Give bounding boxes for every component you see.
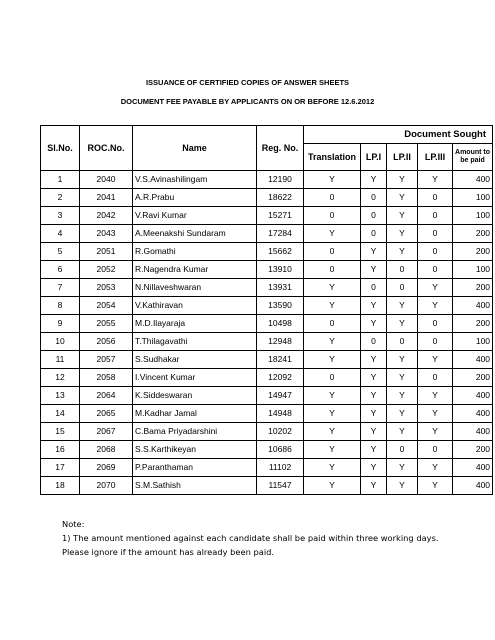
cell-amount: 400 bbox=[453, 351, 493, 369]
table-row bbox=[41, 261, 493, 279]
cell-lp2: Y bbox=[387, 225, 418, 243]
cell-lp1: Y bbox=[361, 387, 387, 405]
cell-lp3: 0 bbox=[418, 261, 453, 279]
cell-translation: 0 bbox=[304, 243, 361, 261]
cell-lp2: Y bbox=[387, 189, 418, 207]
cell-reg-no: 10202 bbox=[257, 423, 304, 441]
cell-lp3: 0 bbox=[418, 333, 453, 351]
cell-reg-no: 11102 bbox=[257, 459, 304, 477]
cell-translation: Y bbox=[304, 441, 361, 459]
cell-lp3: 0 bbox=[418, 243, 453, 261]
cell-name: S.Sudhakar bbox=[133, 351, 257, 369]
cell-roc-no: 2070 bbox=[80, 477, 133, 495]
cell-translation: 0 bbox=[304, 189, 361, 207]
cell-lp3: 0 bbox=[418, 207, 453, 225]
cell-lp2: Y bbox=[387, 477, 418, 495]
cell-lp3: 0 bbox=[418, 189, 453, 207]
cell-roc-no: 2068 bbox=[80, 441, 133, 459]
table-row bbox=[41, 207, 493, 225]
cell-translation: Y bbox=[304, 459, 361, 477]
cell-reg-no: 18241 bbox=[257, 351, 304, 369]
cell-lp3: 0 bbox=[418, 315, 453, 333]
cell-roc-no: 2065 bbox=[80, 405, 133, 423]
cell-roc-no: 2058 bbox=[80, 369, 133, 387]
cell-roc-no: 2055 bbox=[80, 315, 133, 333]
note-heading: Note: bbox=[62, 519, 85, 529]
cell-amount: 400 bbox=[453, 405, 493, 423]
header-reg-no: Reg. No. bbox=[257, 126, 304, 171]
cell-slno: 1 bbox=[41, 171, 80, 189]
cell-lp2: Y bbox=[387, 315, 418, 333]
cell-reg-no: 14947 bbox=[257, 387, 304, 405]
document-subtitle: DOCUMENT FEE PAYABLE BY APPLICANTS ON OR BEFORE 12.6.2012 bbox=[120, 97, 375, 106]
table-row bbox=[41, 405, 493, 423]
cell-slno: 14 bbox=[41, 405, 80, 423]
cell-translation: Y bbox=[304, 225, 361, 243]
cell-name: M.D.Ilayaraja bbox=[133, 315, 257, 333]
cell-amount: 200 bbox=[453, 225, 493, 243]
cell-reg-no: 10686 bbox=[257, 441, 304, 459]
cell-slno: 9 bbox=[41, 315, 80, 333]
header-amount: Amount to be paid bbox=[453, 144, 493, 171]
cell-name: A.Meenakshi Sundaram bbox=[133, 225, 257, 243]
cell-reg-no: 15662 bbox=[257, 243, 304, 261]
cell-name: N.Nillaveshwaran bbox=[133, 279, 257, 297]
cell-lp3: 0 bbox=[418, 441, 453, 459]
cell-lp2: Y bbox=[387, 387, 418, 405]
cell-slno: 16 bbox=[41, 441, 80, 459]
cell-amount: 200 bbox=[453, 315, 493, 333]
cell-roc-no: 2054 bbox=[80, 297, 133, 315]
cell-slno: 2 bbox=[41, 189, 80, 207]
cell-lp2: Y bbox=[387, 171, 418, 189]
table-row bbox=[41, 459, 493, 477]
cell-lp3: 0 bbox=[418, 225, 453, 243]
cell-lp1: Y bbox=[361, 315, 387, 333]
cell-lp1: 0 bbox=[361, 189, 387, 207]
cell-slno: 8 bbox=[41, 297, 80, 315]
note-block bbox=[62, 517, 439, 559]
cell-lp1: Y bbox=[361, 297, 387, 315]
cell-name: S.S.Karthikeyan bbox=[133, 441, 257, 459]
cell-reg-no: 11547 bbox=[257, 477, 304, 495]
cell-name: I.Vincent Kumar bbox=[133, 369, 257, 387]
cell-name: K.Siddeswaran bbox=[133, 387, 257, 405]
header-document-sought: Document Sought bbox=[304, 126, 493, 144]
cell-lp1: Y bbox=[361, 243, 387, 261]
cell-translation: 0 bbox=[304, 315, 361, 333]
table-row bbox=[41, 387, 493, 405]
cell-lp1: Y bbox=[361, 441, 387, 459]
cell-lp2: 0 bbox=[387, 333, 418, 351]
cell-amount: 100 bbox=[453, 333, 493, 351]
cell-name: V.S.Avinashilingam bbox=[133, 171, 257, 189]
cell-amount: 400 bbox=[453, 387, 493, 405]
header-lp1: LP.I bbox=[361, 144, 387, 171]
cell-translation: 0 bbox=[304, 261, 361, 279]
cell-lp3: Y bbox=[418, 477, 453, 495]
cell-name: R.Gomathi bbox=[133, 243, 257, 261]
cell-translation: Y bbox=[304, 171, 361, 189]
cell-amount: 400 bbox=[453, 423, 493, 441]
cell-roc-no: 2064 bbox=[80, 387, 133, 405]
cell-name: V.Kathiravan bbox=[133, 297, 257, 315]
cell-roc-no: 2051 bbox=[80, 243, 133, 261]
cell-lp3: 0 bbox=[418, 369, 453, 387]
table-row bbox=[41, 297, 493, 315]
cell-roc-no: 2052 bbox=[80, 261, 133, 279]
header-translation: Translation bbox=[304, 144, 361, 171]
cell-lp1: 0 bbox=[361, 225, 387, 243]
cell-reg-no: 17284 bbox=[257, 225, 304, 243]
cell-lp3: Y bbox=[418, 279, 453, 297]
table-row bbox=[41, 225, 493, 243]
cell-slno: 5 bbox=[41, 243, 80, 261]
cell-translation: Y bbox=[304, 423, 361, 441]
cell-slno: 4 bbox=[41, 225, 80, 243]
cell-amount: 400 bbox=[453, 297, 493, 315]
cell-reg-no: 15271 bbox=[257, 207, 304, 225]
cell-lp2: Y bbox=[387, 369, 418, 387]
cell-amount: 200 bbox=[453, 279, 493, 297]
table-row bbox=[41, 171, 493, 189]
cell-slno: 12 bbox=[41, 369, 80, 387]
cell-amount: 400 bbox=[453, 171, 493, 189]
cell-slno: 10 bbox=[41, 333, 80, 351]
cell-amount: 400 bbox=[453, 459, 493, 477]
cell-lp1: Y bbox=[361, 423, 387, 441]
cell-slno: 3 bbox=[41, 207, 80, 225]
cell-amount: 100 bbox=[453, 207, 493, 225]
fee-table bbox=[40, 125, 493, 495]
cell-reg-no: 13590 bbox=[257, 297, 304, 315]
cell-lp3: Y bbox=[418, 405, 453, 423]
table-row bbox=[41, 369, 493, 387]
cell-reg-no: 13910 bbox=[257, 261, 304, 279]
cell-translation: 0 bbox=[304, 369, 361, 387]
cell-lp3: Y bbox=[418, 351, 453, 369]
cell-reg-no: 12948 bbox=[257, 333, 304, 351]
cell-name: M.Kadhar Jamal bbox=[133, 405, 257, 423]
table-row bbox=[41, 189, 493, 207]
cell-lp1: Y bbox=[361, 369, 387, 387]
cell-roc-no: 2069 bbox=[80, 459, 133, 477]
cell-lp2: Y bbox=[387, 459, 418, 477]
cell-reg-no: 12190 bbox=[257, 171, 304, 189]
table-row bbox=[41, 423, 493, 441]
cell-roc-no: 2041 bbox=[80, 189, 133, 207]
header-lp3: LP.III bbox=[418, 144, 453, 171]
cell-translation: Y bbox=[304, 333, 361, 351]
cell-lp1: Y bbox=[361, 261, 387, 279]
cell-lp2: Y bbox=[387, 423, 418, 441]
cell-lp2: 0 bbox=[387, 279, 418, 297]
cell-lp1: Y bbox=[361, 405, 387, 423]
cell-name: P.Paranthaman bbox=[133, 459, 257, 477]
cell-lp3: Y bbox=[418, 459, 453, 477]
cell-roc-no: 2042 bbox=[80, 207, 133, 225]
table-row bbox=[41, 441, 493, 459]
cell-roc-no: 2057 bbox=[80, 351, 133, 369]
cell-lp2: 0 bbox=[387, 441, 418, 459]
cell-translation: Y bbox=[304, 297, 361, 315]
cell-slno: 13 bbox=[41, 387, 80, 405]
cell-name: V.Ravi Kumar bbox=[133, 207, 257, 225]
cell-translation: Y bbox=[304, 387, 361, 405]
cell-translation: Y bbox=[304, 279, 361, 297]
cell-reg-no: 14948 bbox=[257, 405, 304, 423]
header-slno: Sl.No. bbox=[41, 126, 80, 171]
cell-roc-no: 2040 bbox=[80, 171, 133, 189]
cell-name: C.Bama Priyadarshini bbox=[133, 423, 257, 441]
cell-lp2: Y bbox=[387, 405, 418, 423]
cell-roc-no: 2053 bbox=[80, 279, 133, 297]
cell-lp3: Y bbox=[418, 423, 453, 441]
cell-translation: Y bbox=[304, 405, 361, 423]
cell-translation: 0 bbox=[304, 207, 361, 225]
cell-lp1: Y bbox=[361, 459, 387, 477]
cell-lp2: Y bbox=[387, 243, 418, 261]
cell-lp1: Y bbox=[361, 351, 387, 369]
cell-slno: 11 bbox=[41, 351, 80, 369]
cell-amount: 100 bbox=[453, 189, 493, 207]
cell-roc-no: 2056 bbox=[80, 333, 133, 351]
cell-lp1: 0 bbox=[361, 207, 387, 225]
cell-lp2: Y bbox=[387, 297, 418, 315]
cell-amount: 200 bbox=[453, 243, 493, 261]
cell-name: S.M.Sathish bbox=[133, 477, 257, 495]
cell-slno: 17 bbox=[41, 459, 80, 477]
cell-translation: Y bbox=[304, 351, 361, 369]
cell-name: T.Thilagavathi bbox=[133, 333, 257, 351]
cell-translation: Y bbox=[304, 477, 361, 495]
cell-lp2: Y bbox=[387, 351, 418, 369]
cell-lp1: Y bbox=[361, 171, 387, 189]
header-name: Name bbox=[133, 126, 257, 171]
note-line-1: 1) The amount mentioned against each candidate shall be paid within three working days. bbox=[62, 533, 439, 543]
cell-slno: 15 bbox=[41, 423, 80, 441]
cell-reg-no: 13931 bbox=[257, 279, 304, 297]
note-line-2: Please ignore if the amount has already been paid. bbox=[62, 547, 275, 557]
table-row bbox=[41, 243, 493, 261]
cell-lp3: Y bbox=[418, 297, 453, 315]
table-row bbox=[41, 315, 493, 333]
document-title: ISSUANCE OF CERTIFIED COPIES OF ANSWER SHEETS bbox=[145, 78, 350, 87]
cell-lp1: 0 bbox=[361, 333, 387, 351]
cell-lp1: 0 bbox=[361, 279, 387, 297]
header-lp2: LP.II bbox=[387, 144, 418, 171]
cell-reg-no: 12092 bbox=[257, 369, 304, 387]
cell-amount: 400 bbox=[453, 477, 493, 495]
cell-lp1: Y bbox=[361, 477, 387, 495]
table-row bbox=[41, 351, 493, 369]
table-row bbox=[41, 477, 493, 495]
cell-amount: 200 bbox=[453, 441, 493, 459]
cell-name: A.R.Prabu bbox=[133, 189, 257, 207]
cell-reg-no: 18622 bbox=[257, 189, 304, 207]
cell-roc-no: 2043 bbox=[80, 225, 133, 243]
table-row bbox=[41, 333, 493, 351]
header-roc-no: ROC.No. bbox=[80, 126, 133, 171]
cell-name: R.Nagendra Kumar bbox=[133, 261, 257, 279]
cell-reg-no: 10498 bbox=[257, 315, 304, 333]
cell-roc-no: 2067 bbox=[80, 423, 133, 441]
cell-amount: 200 bbox=[453, 369, 493, 387]
cell-slno: 7 bbox=[41, 279, 80, 297]
table-row bbox=[41, 279, 493, 297]
cell-amount: 100 bbox=[453, 261, 493, 279]
cell-slno: 18 bbox=[41, 477, 80, 495]
cell-lp3: Y bbox=[418, 387, 453, 405]
cell-lp3: Y bbox=[418, 171, 453, 189]
cell-lp2: Y bbox=[387, 207, 418, 225]
cell-lp2: 0 bbox=[387, 261, 418, 279]
cell-slno: 6 bbox=[41, 261, 80, 279]
